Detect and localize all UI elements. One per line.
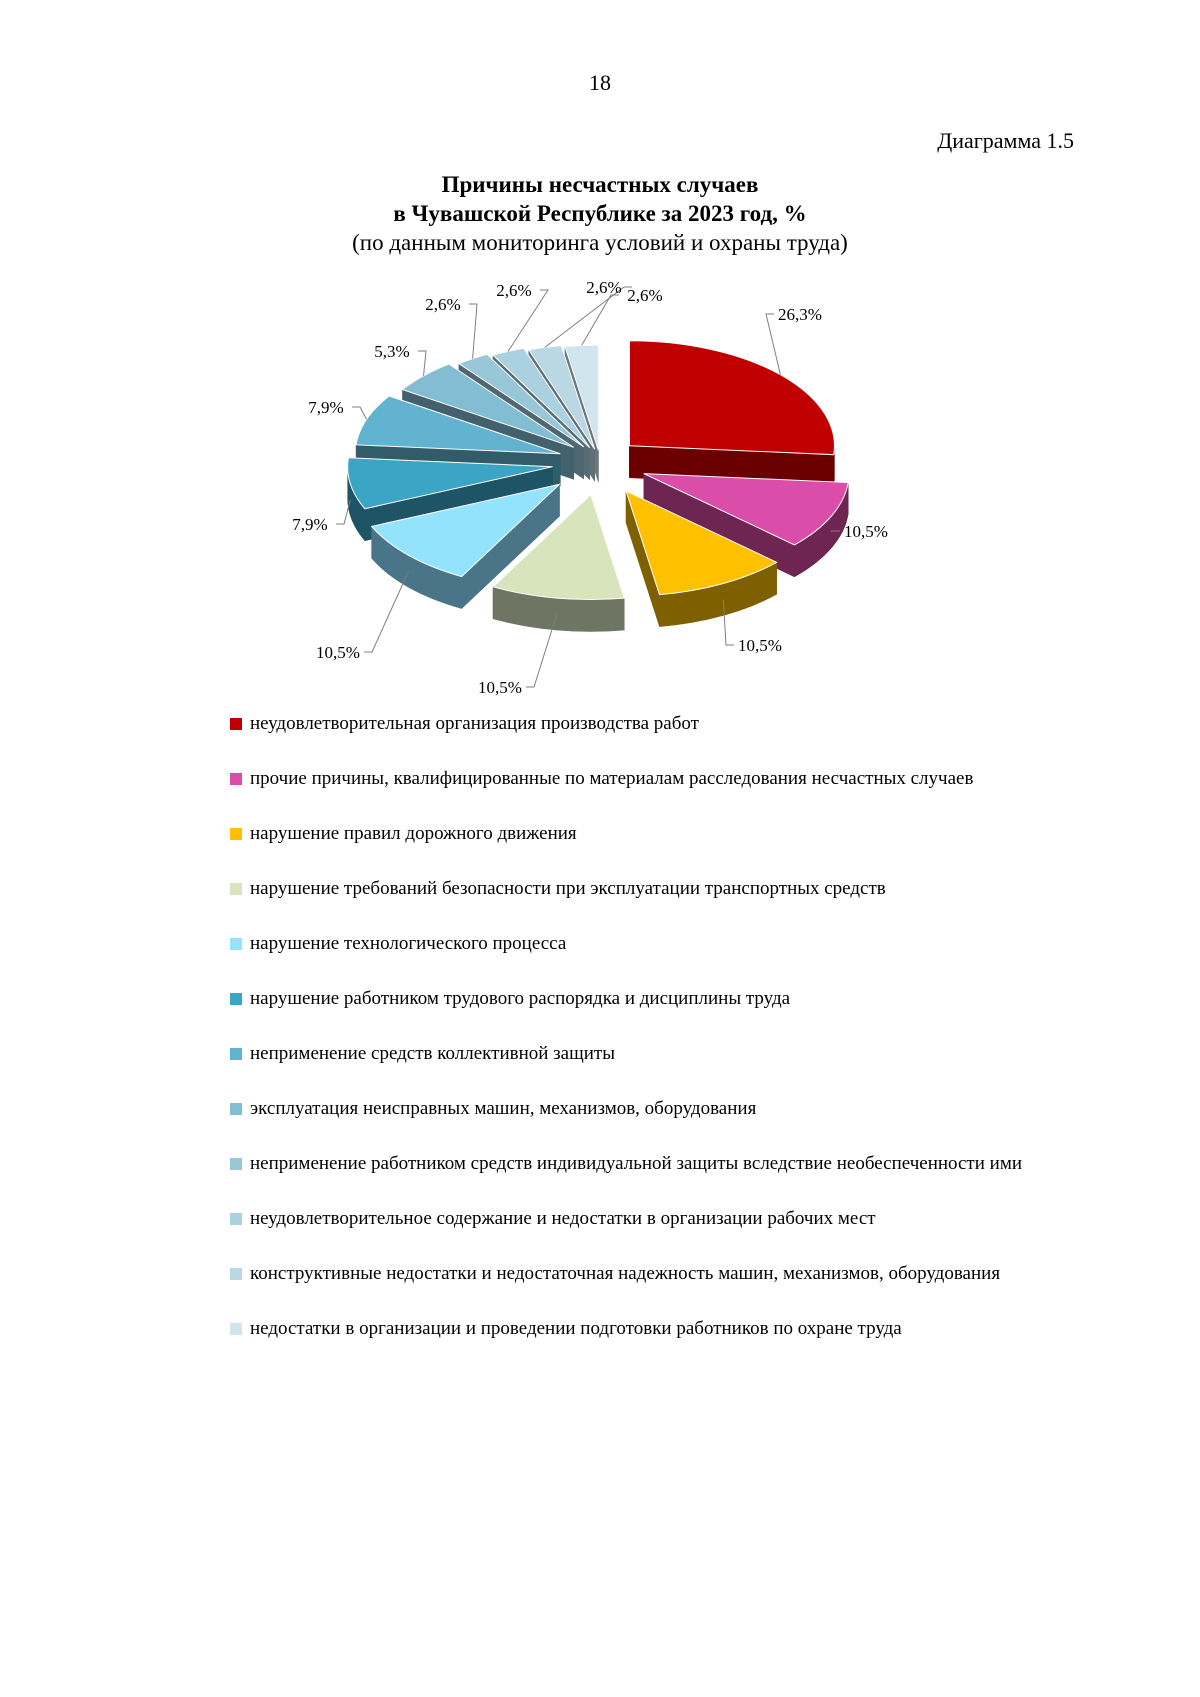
legend-item-6 — [230, 987, 1110, 1011]
data-label-2: 10,5% — [844, 522, 888, 541]
data-label-8: 5,3% — [374, 342, 410, 361]
legend-label-3: нарушение правил дорожного движения — [250, 823, 577, 844]
legend-label-10: неудовлетворительное содержание и недостатки в организации рабочих мест — [250, 1208, 876, 1229]
legend-item-8 — [230, 1097, 1110, 1121]
diagram-label: Диаграмма 1.5 — [937, 128, 1074, 153]
data-label-11: 2,6% — [586, 280, 622, 297]
legend-swatch-3 — [230, 828, 242, 840]
pie-slice-1 — [629, 341, 834, 487]
legend-item-1 — [230, 712, 1110, 736]
legend-label-8: эксплуатация неисправных машин, механизмов, оборудования — [250, 1098, 757, 1119]
legend-item-3 — [230, 822, 1110, 846]
legend-item-11 — [230, 1262, 1110, 1286]
data-label-6: 7,9% — [292, 515, 328, 534]
data-label-leader-12 — [582, 295, 619, 345]
legend-swatch-5 — [230, 938, 242, 950]
legend-item-10 — [230, 1207, 1110, 1231]
legend-label-11: конструктивные недостатки и недостаточная надежность машин, механизмов, оборудования — [250, 1263, 1001, 1284]
data-label-leader-9 — [469, 304, 477, 359]
data-label-12: 2,6% — [627, 286, 663, 305]
data-label-7: 7,9% — [308, 398, 344, 417]
legend-item-4 — [230, 877, 1110, 901]
chart-subtitle: (по данным мониторинга условий и охраны труда) — [352, 230, 848, 255]
legend-item-9 — [230, 1152, 1110, 1176]
legend-swatch-8 — [230, 1103, 242, 1115]
legend-swatch-11 — [230, 1268, 242, 1280]
data-label-leader-7 — [352, 407, 367, 419]
legend-label-2: прочие причины, квалифицированные по материалам расследования несчастных случаев — [250, 768, 974, 789]
data-label-5: 10,5% — [316, 643, 360, 662]
legend-swatch-6 — [230, 993, 242, 1005]
legend-swatch-1 — [230, 718, 242, 730]
legend-swatch-9 — [230, 1158, 242, 1170]
chart-title-block — [0, 170, 1200, 257]
legend-item-5 — [230, 932, 1110, 956]
chart-title-line-1: Причины несчастных случаев — [441, 172, 759, 197]
legend-item-12 — [230, 1317, 1110, 1341]
legend-label-5: нарушение технологического процесса — [250, 933, 567, 954]
legend-label-4: нарушение требований безопасности при эксплуатации транспортных средств — [250, 878, 886, 899]
pie-slice-top-1 — [629, 341, 834, 455]
legend-label-9: неприменение работником средств индивидуальной защиты вследствие необеспеченности ими — [250, 1153, 1023, 1174]
legend-label-1: неудовлетворительная организация производства работ — [250, 713, 699, 734]
legend-swatch-4 — [230, 883, 242, 895]
legend-label-6: нарушение работником трудового распорядка и дисциплины труда — [250, 988, 791, 1009]
page-number: 18 — [589, 70, 611, 95]
data-label-leader-8 — [418, 351, 426, 376]
legend-swatch-2 — [230, 773, 242, 785]
data-label-4: 10,5% — [478, 678, 522, 697]
legend-item-7 — [230, 1042, 1110, 1066]
legend-label-12: недостатки в организации и проведении подготовки работников по охране труда — [250, 1318, 902, 1339]
data-label-9: 2,6% — [425, 295, 461, 314]
legend-label-7: неприменение средств коллективной защиты — [250, 1043, 615, 1064]
legend-swatch-12 — [230, 1323, 242, 1335]
pie-chart — [0, 280, 1200, 780]
chart-title-line-2: в Чувашской Республике за 2023 год, % — [393, 201, 807, 226]
data-label-10: 2,6% — [496, 281, 532, 300]
data-label-3: 10,5% — [738, 636, 782, 655]
legend-item-2 — [230, 767, 1110, 791]
legend-swatch-10 — [230, 1213, 242, 1225]
legend-swatch-7 — [230, 1048, 242, 1060]
data-label-1: 26,3% — [778, 305, 822, 324]
